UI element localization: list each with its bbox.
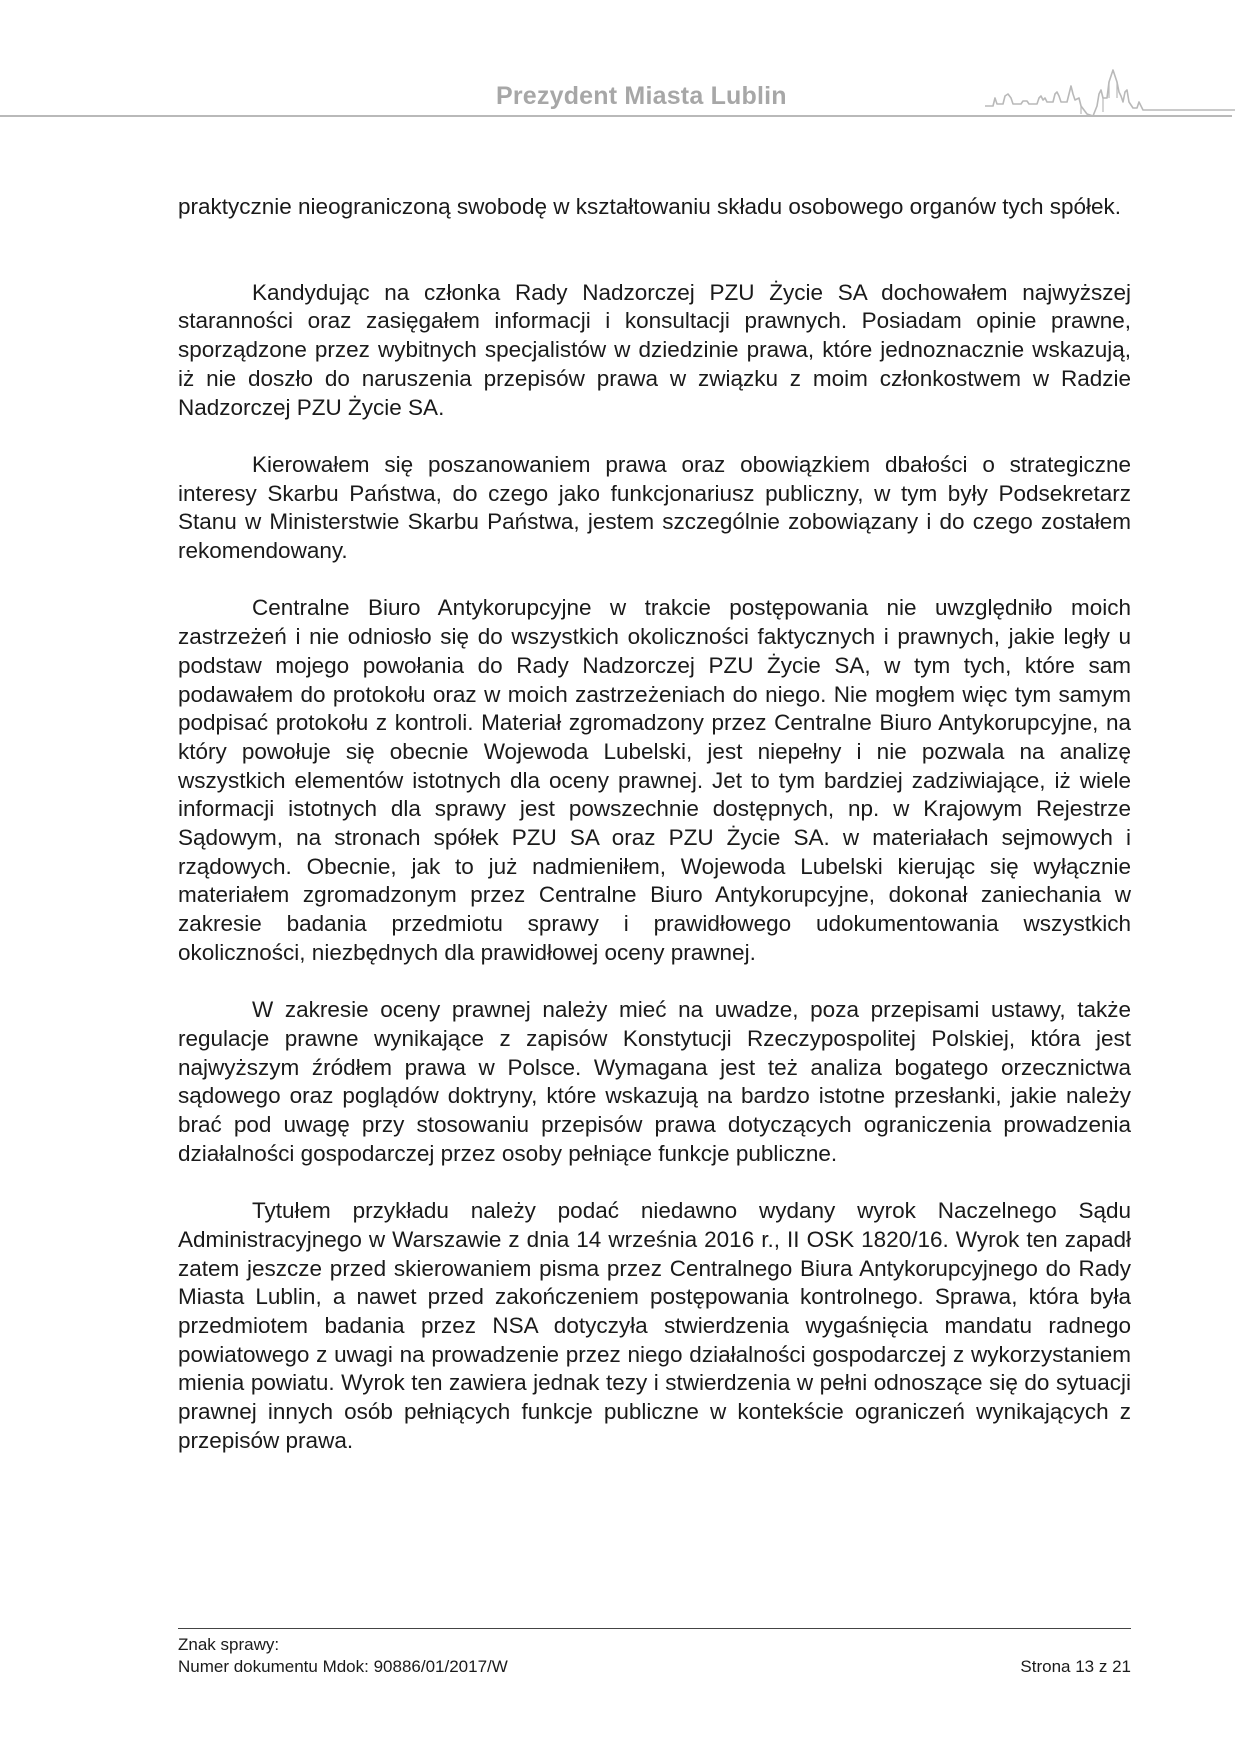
paragraph: Tytułem przykładu należy podać niedawno wydany wyrok Naczelnego Sądu Administracyjnego w Warszawie z dnia 14 września 2016 r., II OSK 1820/16. Wyrok ten zapadł zatem jeszcze przed skierowaniem pisma przez Centralnego Biura Antykorupcyjnego do Rady Miasta Lublin, a nawet przed zakończeniem postępowania kontrolnego. Sprawa, która była przedmiotem badania przez NSA dotyczyła stwierdzenia wygaśnięcia mandatu radnego powiatowego z uwagi na prowadzenie przez niego działalności gospodarczej z wykorzystaniem mienia powiatu. Wyrok ten zawiera jednak tezy i stwierdzenia w pełni odnoszące się do sytuacji prawnej innych osób pełniących funkcje publiczne w kontekście ograniczeń wynikających z przepisów prawa. — [178, 1198, 1131, 1453]
paragraph: Kierowałem się poszanowaniem prawa oraz obowiązkiem dbałości o strategiczne interesy Skarbu Państwa, do czego jako funkcjonariusz publiczny, w tym były Podsekretarz Stanu w Ministerstwie Skarbu Państwa, jestem szczególnie zobowiązany i do czego zostałem rekomendowany. — [178, 451, 1131, 564]
case-number-label: Znak sprawy: — [178, 1635, 280, 1654]
page-number: Strona 13 z 21 — [1020, 1657, 1131, 1676]
paragraph: Centralne Biuro Antykorupcyjne w trakcie postępowania nie uwzględniło moich zastrzeżeń i nie odniosło się do wszystkich okoliczności faktycznych i prawnych, jakie legły u podstaw mojego powołania do Rady Nadzorczej PZU Życie SA, w tym tych, które sam podawałem do protokołu oraz w moich zastrzeżeniach do niego. Nie mogłem więc tym samym podpisać protokołu z kontroli. Materiał zgromadzony przez Centralne Biuro Antykorupcyjne, na który powołuje się obecnie Wojewoda Lubelski, jest niepełny i nie pozwala na analizę wszystkich elementów istotnych dla oceny prawnej. Jet to tym bardziej zadziwiające, iż wiele informacji istotnych dla sprawy jest powszechnie dostępnych, np. w Krajowym Rejestrze Sądowym, na stronach spółek PZU SA oraz PZU Życie SA. w materiałach sejmowych i rządowych. Obecnie, jak to już nadmieniłem, Wojewoda Lubelski kierując się wyłącznie materiałem zgromadzonym przez Centralne Biuro Antykorupcyjne, dokonał zaniechania w zakresie badania przedmiotu sprawy i prawidłowego udokumentowania wszystkich okoliczności, niezbędnych dla prawidłowej oceny prawnej. — [178, 595, 1131, 965]
lublin-skyline-logo — [985, 68, 1235, 120]
document-body — [178, 193, 1131, 1455]
paragraph: W zakresie oceny prawnej należy mieć na uwadze, poza przepisami ustawy, także regulacje prawne wynikające z zapisów Konstytucji Rzeczypospolitej Polskiej, która jest najwyższym źródłem prawa w Polsce. Wymagana jest też analiza bogatego orzecznictwa sądowego oraz poglądów doktryny, które wskazują na bardzo istotne przesłanki, jakie należy brać pod uwagę przy stosowaniu przepisów prawa dotyczących ograniczenia prowadzenia działalności gospodarczej przez osoby pełniące funkcje publiczne. — [178, 997, 1131, 1166]
page-header-title: Prezydent Miasta Lublin — [496, 82, 787, 110]
footer-row — [178, 1656, 1131, 1678]
header-divider — [0, 115, 1232, 117]
document-number: Numer dokumentu Mdok: 90886/01/2017/W — [178, 1657, 508, 1676]
page-footer — [178, 1634, 1131, 1678]
paragraph: Kandydując na członka Rady Nadzorczej PZU Życie SA dochowałem najwyższej staranności oraz zasięgałem informacji i konsultacji prawnych. Posiadam opinie prawne, sporządzone przez wybitnych specjalistów w dziedzinie prawa, które jednoznacznie wskazują, iż nie doszło do naruszenia przepisów prawa w związku z moim członkostwem w Radzie Nadzorczej PZU Życie SA. — [178, 279, 1131, 420]
paragraph: praktycznie nieograniczoną swobodę w kształtowaniu składu osobowego organów tych spółek. — [178, 194, 1122, 219]
footer-divider — [178, 1628, 1131, 1629]
